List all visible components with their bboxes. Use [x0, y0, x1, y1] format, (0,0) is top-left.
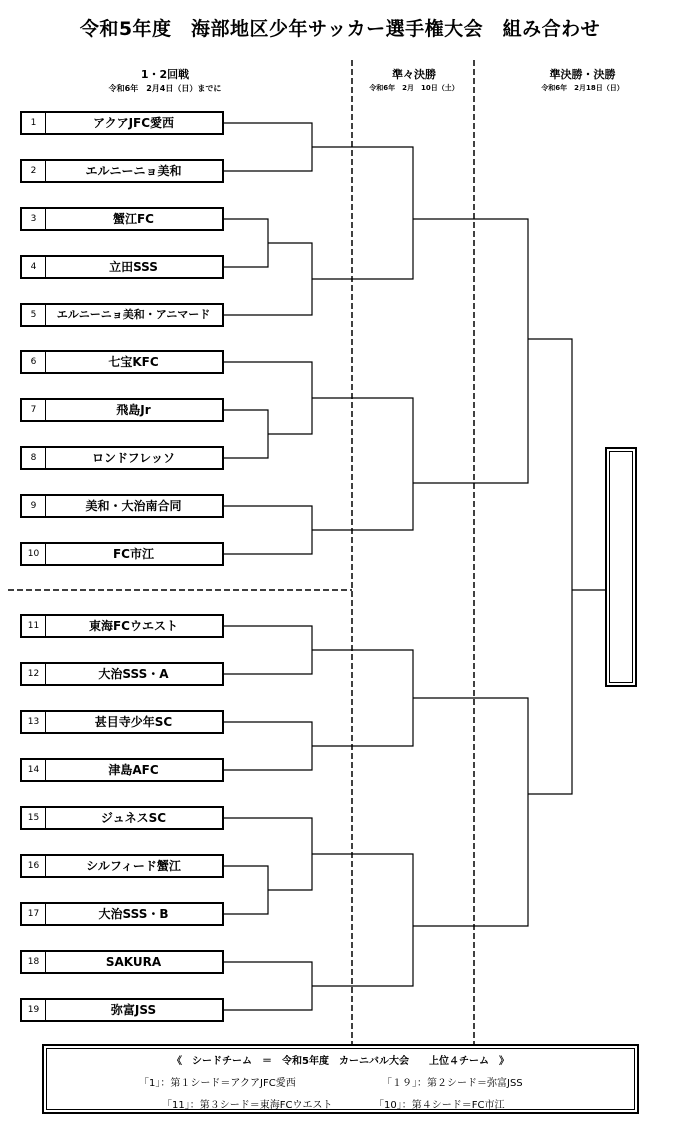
- team-number: 14: [22, 760, 46, 780]
- team-slot-11: [20, 614, 224, 638]
- seed-3-note: 「11」：第３シード＝東海FCウエスト: [162, 1100, 333, 1111]
- team-number: 16: [22, 856, 46, 876]
- team-name: 飛島Jr: [116, 403, 151, 417]
- team-number: 5: [22, 305, 46, 325]
- team-name: エルニーニョ美和・アニマード: [56, 308, 211, 321]
- team-number: 6: [22, 352, 46, 372]
- team-number: 10: [22, 544, 46, 564]
- team-name: 蟹江FC: [112, 212, 154, 226]
- team-slot-4: [20, 255, 224, 279]
- team-slot-9: [20, 494, 224, 518]
- bracket-line: [224, 866, 268, 914]
- team-name: 大治SSS・A: [98, 667, 169, 681]
- team-name: 七宝KFC: [108, 355, 159, 369]
- champion-box: [605, 447, 637, 687]
- team-slot-15: [20, 806, 224, 830]
- team-slot-16: [20, 854, 224, 878]
- team-number: 8: [22, 448, 46, 468]
- team-name: 美和・大治南合同: [85, 499, 182, 513]
- bracket-line: [224, 722, 312, 770]
- seed-1-note: 「1」：第１シード＝アクアJFC愛西: [139, 1078, 296, 1089]
- team-number: 1: [22, 113, 46, 133]
- team-name: 大治SSS・B: [98, 907, 169, 921]
- bracket-line: [224, 506, 312, 554]
- team-slot-1: [20, 111, 224, 135]
- seed-2-note: 「１９」：第２シード＝弥富JSS: [382, 1078, 523, 1089]
- bracket-line: [224, 219, 268, 267]
- bracket-line: [224, 962, 312, 1010]
- team-number: 3: [22, 209, 46, 229]
- quarterfinal-heading: 準々決勝: [392, 68, 436, 81]
- team-slot-17: [20, 902, 224, 926]
- team-number: 13: [22, 712, 46, 732]
- semifinal-final-heading: 準決勝・決勝: [549, 68, 616, 81]
- team-slot-14: [20, 758, 224, 782]
- champion-box-inner: [609, 451, 633, 683]
- team-number: 2: [22, 161, 46, 181]
- bracket-line: [224, 626, 312, 674]
- team-number: 19: [22, 1000, 46, 1020]
- team-number: 9: [22, 496, 46, 516]
- team-slot-7: [20, 398, 224, 422]
- team-slot-5: [20, 303, 224, 327]
- bracket-line: [224, 123, 312, 171]
- team-number: 15: [22, 808, 46, 828]
- team-name: ジュネスSC: [100, 811, 167, 825]
- bracket-line: [312, 398, 413, 530]
- bracket-line: [413, 698, 528, 926]
- team-name: 甚目寺少年SC: [94, 715, 173, 729]
- team-name: FC市江: [112, 547, 154, 561]
- seed-note-box: [42, 1044, 639, 1114]
- team-number: 18: [22, 952, 46, 972]
- team-number: 4: [22, 257, 46, 277]
- team-slot-19: [20, 998, 224, 1022]
- team-number: 12: [22, 664, 46, 684]
- team-slot-3: [20, 207, 224, 231]
- round12-heading: 1・2回戦: [140, 68, 190, 81]
- team-name: アクアJFC愛西: [92, 116, 175, 130]
- team-name: 津島AFC: [108, 763, 159, 777]
- seed-4-note: 「10」：第４シード＝FC市江: [374, 1100, 505, 1111]
- team-number: 17: [22, 904, 46, 924]
- team-name: エルニーニョ美和: [85, 164, 182, 178]
- team-name: ロンドフレッソ: [91, 451, 176, 465]
- team-slot-6: [20, 350, 224, 374]
- team-slot-12: [20, 662, 224, 686]
- team-name: 弥富JSS: [110, 1003, 157, 1017]
- team-slot-10: [20, 542, 224, 566]
- seed-note-heading: 《 シードチーム ＝ 令和5年度 カーニバル大会 上位４チーム 》: [172, 1056, 509, 1067]
- team-name: 東海FCウエスト: [88, 619, 178, 633]
- bracket-line: [413, 219, 528, 483]
- team-name: シルフィード蟹江: [86, 859, 181, 873]
- team-slot-8: [20, 446, 224, 470]
- round12-date: 令和6年 2月4日（日）までに: [108, 84, 222, 93]
- team-number: 11: [22, 616, 46, 636]
- team-name: 立田SSS: [109, 260, 158, 274]
- bracket-line: [224, 410, 268, 458]
- bracket-line: [312, 650, 413, 746]
- quarterfinal-date: 令和6年 2月 10日（土）: [369, 84, 459, 92]
- team-slot-18: [20, 950, 224, 974]
- team-name: SAKURA: [105, 955, 162, 969]
- team-slot-13: [20, 710, 224, 734]
- bracket-line: [312, 147, 413, 279]
- bracket-line: [528, 339, 572, 794]
- page-title: 令和5年度 海部地区少年サッカー選手権大会 組み合わせ: [79, 18, 601, 40]
- team-number: 7: [22, 400, 46, 420]
- bracket-line: [312, 854, 413, 986]
- team-slot-2: [20, 159, 224, 183]
- semifinal-final-date: 令和6年 2月18日（日）: [541, 84, 624, 92]
